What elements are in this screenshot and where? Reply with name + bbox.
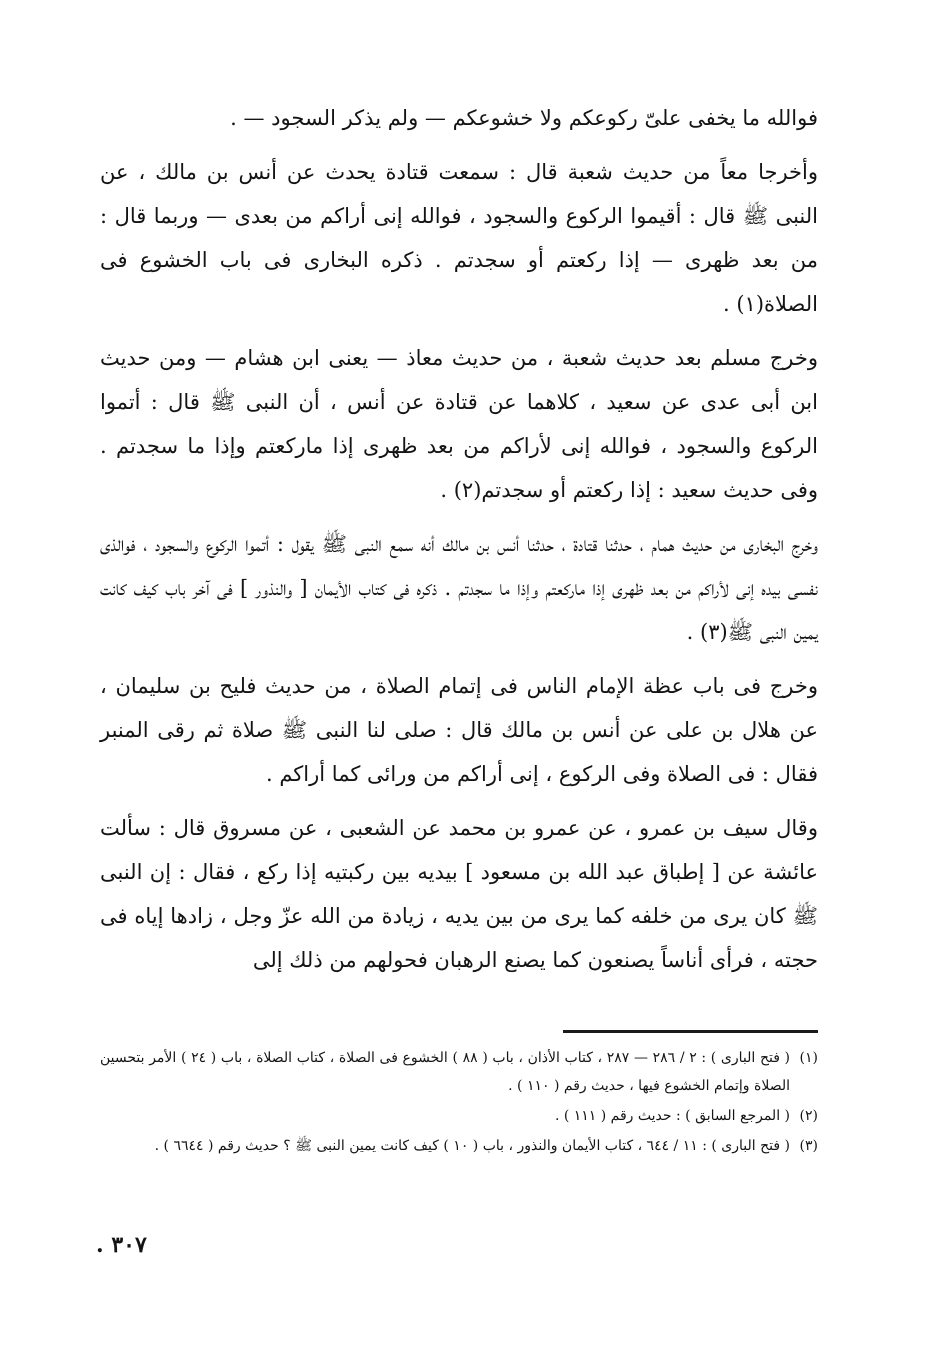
paragraph-5: وخرج فى باب عظة الإمام الناس فى إتمام الصلاة ، من حديث فليح بن سليمان ، عن هلال بن على عن أنس بن مالك قال : صلى لنا النبى ﷺ صلاة ثم رقى المنبر فقال : فى الصلاة وفى الركوع ، إنى أراكم من ورائى كما أراكم . xyxy=(100,674,818,786)
footnote-number: (١) xyxy=(799,1050,818,1066)
footnotes xyxy=(100,1044,818,1162)
footnote-text: ( فتح البارى ) : ٢ / ٢٨٦ — ٢٨٧ ، كتاب الأذان ، باب ( ٨٨ ) الخشوع فى الصلاة ، كتاب الصلاة ، باب ( ٢٤ ) الأمر بتحسين الصلاة وإتمام الخشوع فيها ، حديث رقم ( ١١٠ ) . xyxy=(100,1050,791,1094)
main-text-body xyxy=(100,96,818,982)
paragraph-6: وقال سيف بن عمرو ، عن عمرو بن محمد عن الشعبى ، عن مسروق قال : سألت عائشة عن [ إطباق عبد الله بن مسعود ] بيديه بين ركبتيه إذا ركع ، فقال : إن النبى ﷺ كان يرى من خلفه كما يرى من بين يديه ، زيادة من الله عزّ وجل ، زادها إياه فى حجته ، فرأى أناساً يصنعون كما يصنع الرهبان فحولهم من ذلك إلى xyxy=(100,816,818,972)
paragraph-1: فوالله ما يخفى علىّ ركوعكم ولا خشوعكم — ولم يذكر السجود — . xyxy=(230,106,818,130)
footnote-3 xyxy=(100,1132,818,1160)
paragraph-3: وخرج مسلم بعد حديث شعبة ، من حديث معاذ — يعنى ابن هشام — ومن حديث ابن أبى عدى عن سعيد ، كلاهما عن قتادة عن أنس ، أن النبى ﷺ قال : أتموا الركوع والسجود ، فوالله إنى لأراكم من بعد ظهرى إذا ماركعتم وإذا ما سجدتم . وفى حديث سعيد : إذا ركعتم أو سجدتم(٢) . xyxy=(100,346,818,502)
footnote-number: (٢) xyxy=(799,1108,818,1124)
footnote-text: ( المرجع السابق ) : حديث رقم ( ١١١ ) . xyxy=(554,1108,790,1124)
paragraph-2: وأخرجا معاً من حديث شعبة قال : سمعت قتادة يحدث عن أنس بن مالك ، عن النبى ﷺ قال : أقيموا الركوع والسجود ، فوالله إنى أراكم من بعدى — وربما قال : من بعد ظهرى — إذا ركعتم أو سجدتم . ذكره البخارى فى باب الخشوع فى الصلاة(١) . xyxy=(100,160,818,316)
footnote-number: (٣) xyxy=(799,1138,818,1154)
paragraph-4: وخرج البخارى من حديث همام ، حدثنا قتادة ، حدثنا أنس بن مالك أنه سمع النبى ﷺ يقول : أتموا الركوع والسجود ، فوالذى نفسى بيده إنى لأراكم من بعد ظهرى إذا ماركعتم وإذا ما سجدتم . ذكره فى كتاب الأيمان [ والنذور ] فى آخر باب كيف كانت يمين النبى ﷺ(٣) . xyxy=(100,532,818,644)
footnote-1 xyxy=(100,1044,818,1100)
page-number: ٣٠٧ . xyxy=(96,1232,147,1258)
footnote-text: ( فتح البارى ) : ١١ / ٦٤٤ ، كتاب الأيمان والنذور ، باب ( ١٠ ) كيف كانت يمين النبى ﷺ ؟ حديث رقم ( ٦٦٤٤ ) . xyxy=(154,1138,790,1154)
footnote-separator xyxy=(563,1030,818,1033)
footnote-2 xyxy=(100,1102,818,1130)
